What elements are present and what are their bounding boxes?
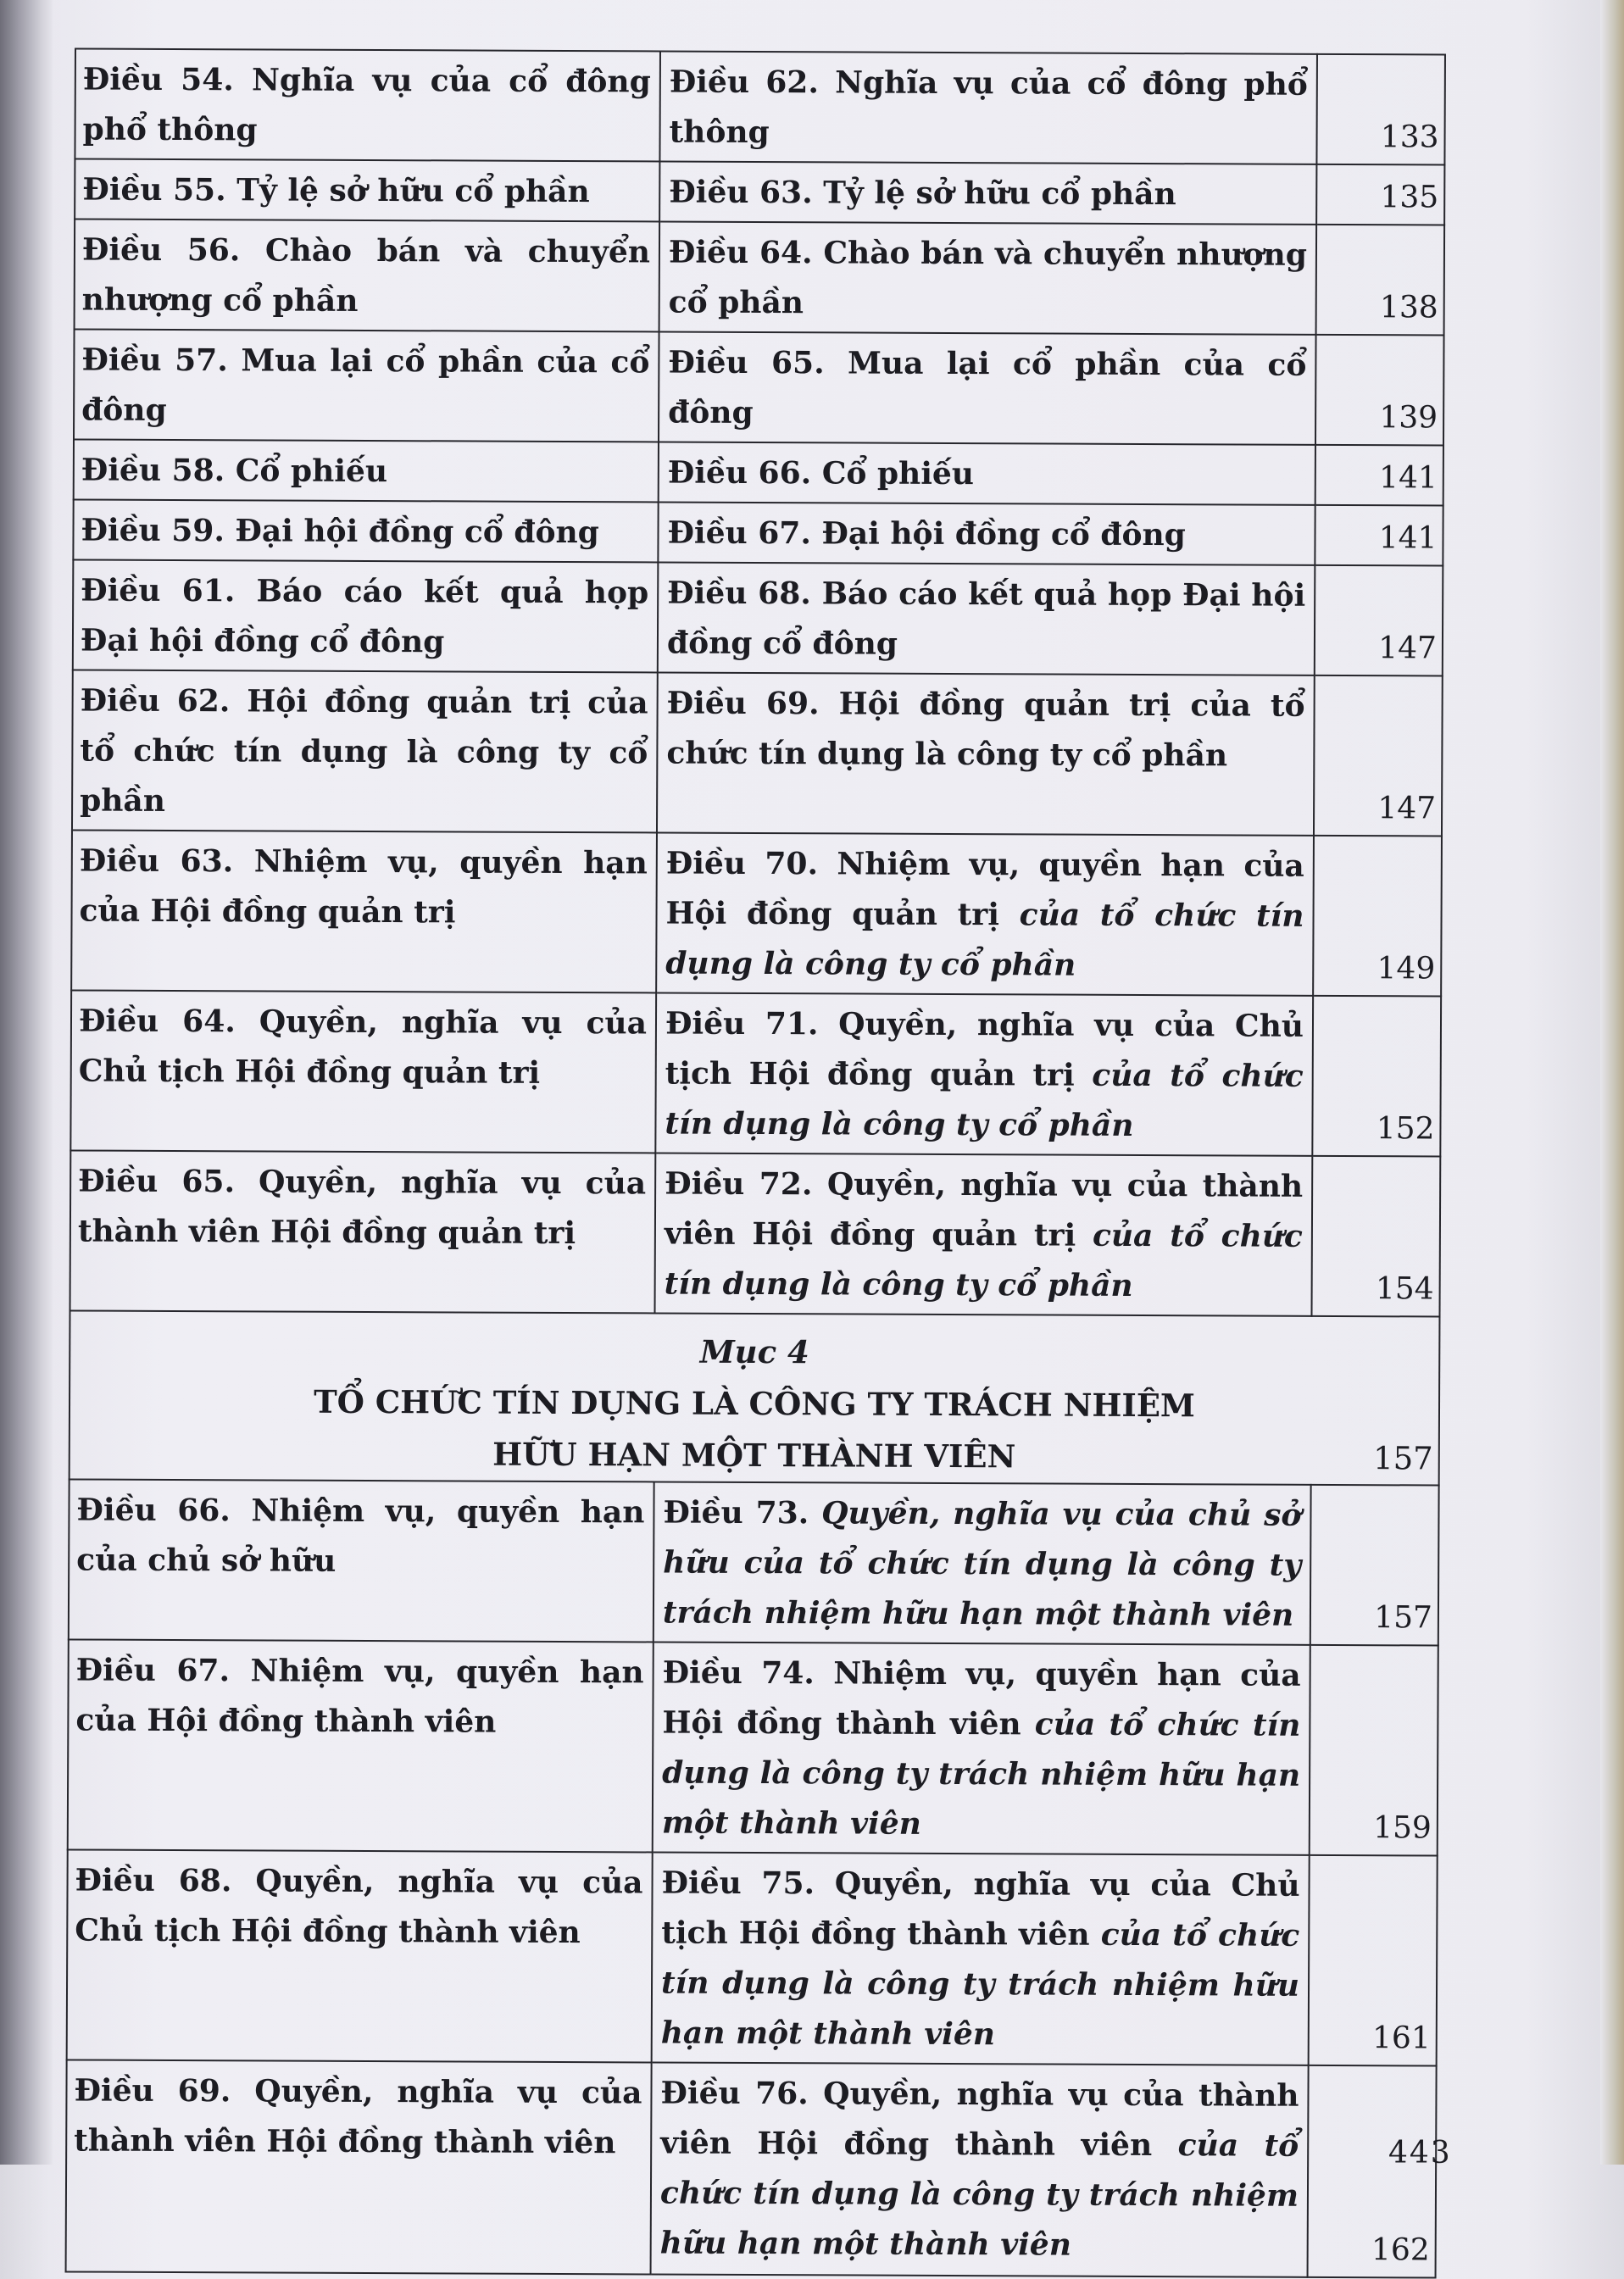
page-number-cell: 139 bbox=[1315, 335, 1444, 446]
new-article-cell bbox=[656, 832, 1314, 995]
table-row bbox=[68, 1639, 1438, 1855]
table-row bbox=[73, 499, 1443, 565]
page-number-cell: 141 bbox=[1315, 505, 1443, 566]
old-article-cell: Điều 68. Quyền, nghĩa vụ của Chủ tịch Hội đồng thành viên bbox=[67, 1849, 653, 2062]
table-row bbox=[75, 48, 1445, 164]
table-row bbox=[70, 1150, 1441, 1316]
section-label: Mục 4 bbox=[699, 1332, 809, 1371]
article-mapping-table bbox=[65, 47, 1446, 2278]
old-article-cell: Điều 55. Tỷ lệ sở hữu cổ phần bbox=[75, 158, 659, 221]
new-article-cell bbox=[655, 992, 1313, 1155]
page-number-cell: 133 bbox=[1316, 54, 1445, 165]
old-article-cell: Điều 67. Nhiệm vụ, quyền hạn của Hội đồng thành viên bbox=[68, 1639, 653, 1852]
table-row bbox=[66, 2059, 1437, 2277]
new-article-cell bbox=[654, 1153, 1312, 1315]
section-title-line-1: TỔ CHỨC TÍN DỤNG LÀ CÔNG TY TRÁCH NHIỆM bbox=[314, 1382, 1196, 1425]
table-row bbox=[73, 559, 1443, 675]
section-row bbox=[70, 1310, 1440, 1485]
new-article-cell bbox=[659, 51, 1317, 164]
table-row bbox=[70, 990, 1441, 1156]
table-row bbox=[71, 830, 1442, 996]
page-number-cell: 161 bbox=[1309, 1855, 1438, 2066]
table-row bbox=[69, 1479, 1439, 1645]
new-article-cell bbox=[653, 1481, 1311, 1644]
new-article-cell bbox=[659, 331, 1316, 444]
new-article-italic-text: của tổ chức tín dụng là công ty cổ phần bbox=[664, 1217, 1303, 1303]
old-article-cell: Điều 65. Quyền, nghĩa vụ của thành viên Hội đồng quản trị bbox=[70, 1150, 656, 1313]
page-number-cell: 152 bbox=[1312, 996, 1441, 1157]
new-article-text: Điều 76. Quyền, nghĩa vụ của thành viên Hội đồng thành viên bbox=[660, 2075, 1299, 2164]
page-number-cell: 147 bbox=[1315, 565, 1443, 676]
new-article-italic-text: của tổ chức tín dụng là công ty trách nhiệm hữu hạn một thành viên bbox=[659, 2127, 1299, 2263]
new-article-italic-text: Quyền, nghĩa vụ của chủ sở hữu của tổ chức tín dụng là công ty trách nhiệm hữu hạn một thành viên bbox=[662, 1495, 1302, 1633]
old-article-cell: Điều 69. Quyền, nghĩa vụ của thành viên Hội đồng thành viên bbox=[66, 2059, 652, 2274]
old-article-cell: Điều 54. Nghĩa vụ của cổ đông phổ thông bbox=[75, 48, 660, 161]
new-article-text: Điều 63. Tỷ lệ sở hữu cổ phần bbox=[669, 174, 1176, 213]
page-number-cell: 149 bbox=[1313, 836, 1442, 997]
new-article-italic-text: của tổ chức tín dụng là công ty cổ phần bbox=[665, 1057, 1304, 1143]
new-article-text: Điều 64. Chào bán và chuyển nhượng cổ phần bbox=[668, 234, 1308, 321]
new-article-text: Điều 66. Cổ phiếu bbox=[667, 454, 975, 492]
old-article-cell: Điều 58. Cổ phiếu bbox=[74, 439, 659, 502]
page-edge bbox=[1600, 0, 1624, 2165]
new-article-cell bbox=[658, 502, 1315, 564]
new-article-italic-text: của tổ chức tín dụng là công ty cổ phần bbox=[665, 897, 1304, 983]
new-article-text: Điều 65. Mua lại cổ phần của cổ đông bbox=[668, 344, 1307, 431]
table-row bbox=[67, 1849, 1438, 2065]
page-number-cell: 162 bbox=[1308, 2065, 1437, 2278]
page-number: 443 bbox=[1388, 2136, 1452, 2171]
new-article-text: Điều 71. Quyền, nghĩa vụ của Chủ tịch Hội đồng quản trị bbox=[665, 1005, 1304, 1093]
table-row bbox=[74, 329, 1444, 445]
old-article-cell: Điều 62. Hội đồng quản trị của tổ chức tín dụng là công ty cổ phần bbox=[72, 670, 658, 832]
page-number-cell: 147 bbox=[1314, 675, 1443, 837]
new-article-text: Điều 72. Quyền, nghĩa vụ của thành viên Hội đồng quản trị bbox=[664, 1165, 1304, 1253]
new-article-cell bbox=[651, 2062, 1309, 2276]
old-article-cell: Điều 56. Chào bán và chuyển nhượng cổ phần bbox=[75, 219, 660, 331]
new-article-cell bbox=[658, 562, 1315, 675]
page-number-cell: 154 bbox=[1311, 1156, 1440, 1317]
table-row bbox=[72, 670, 1443, 836]
book-spine-shadow bbox=[0, 0, 53, 2165]
section-heading-cell bbox=[70, 1310, 1440, 1485]
new-article-cell bbox=[652, 1852, 1310, 2065]
page-number-cell: 159 bbox=[1310, 1645, 1438, 1856]
new-article-text: Điều 75. Quyền, nghĩa vụ của Chủ tịch Hội đồng thành viên bbox=[661, 1865, 1300, 1953]
new-article-italic-text: của tổ chức tín dụng là công ty trách nhiệm hữu hạn một thành viên bbox=[660, 1916, 1300, 2053]
old-article-cell: Điều 59. Đại hội đồng cổ đông bbox=[73, 499, 658, 562]
new-article-text: Điều 68. Báo cáo kết quả họp Đại hội đồng cổ đông bbox=[666, 575, 1306, 662]
section-page-number: 157 bbox=[1373, 1440, 1433, 1477]
new-article-italic-text: của tổ chức tín dụng là công ty trách nhiệm hữu hạn một thành viên bbox=[661, 1706, 1301, 1842]
old-article-cell: Điều 63. Nhiệm vụ, quyền hạn của Hội đồng quản trị bbox=[71, 830, 657, 992]
new-article-text: Điều 62. Nghĩa vụ của cổ đông phổ thông bbox=[669, 64, 1308, 151]
new-article-text: Điều 70. Nhiệm vụ, quyền hạn của Hội đồng quản trị bbox=[665, 845, 1304, 933]
old-article-cell: Điều 64. Quyền, nghĩa vụ của Chủ tịch Hội đồng quản trị bbox=[70, 990, 656, 1153]
new-article-cell bbox=[659, 161, 1316, 224]
table-row bbox=[75, 219, 1445, 335]
old-article-cell: Điều 66. Nhiệm vụ, quyền hạn của chủ sở hữu bbox=[69, 1479, 654, 1642]
section-title-line-2: HỮU HẠN MỘT THÀNH VIÊN bbox=[492, 1435, 1016, 1476]
new-article-text: Điều 69. Hội đồng quản trị của tổ chức tín dụng là công ty cổ phần bbox=[666, 685, 1305, 774]
old-article-cell: Điều 57. Mua lại cổ phần của cổ đông bbox=[74, 329, 659, 442]
page-number-cell: 138 bbox=[1316, 225, 1445, 336]
new-article-text: Điều 67. Đại hội đồng cổ đông bbox=[667, 514, 1186, 553]
table-row bbox=[74, 439, 1443, 505]
page-number-cell: 135 bbox=[1316, 164, 1444, 225]
page-number-cell: 141 bbox=[1315, 445, 1443, 506]
table-row bbox=[75, 158, 1444, 225]
new-article-cell bbox=[653, 1642, 1310, 1854]
new-article-cell bbox=[657, 672, 1315, 835]
new-article-text: Điều 74. Nhiệm vụ, quyền hạn của Hội đồng thành viên bbox=[662, 1654, 1301, 1743]
new-article-cell bbox=[659, 221, 1317, 334]
new-article-text: Điều 73. bbox=[663, 1494, 809, 1531]
old-article-cell: Điều 61. Báo cáo kết quả họp Đại hội đồng cổ đông bbox=[73, 559, 659, 672]
new-article-cell bbox=[659, 442, 1315, 504]
page-number-cell: 157 bbox=[1310, 1485, 1439, 1646]
